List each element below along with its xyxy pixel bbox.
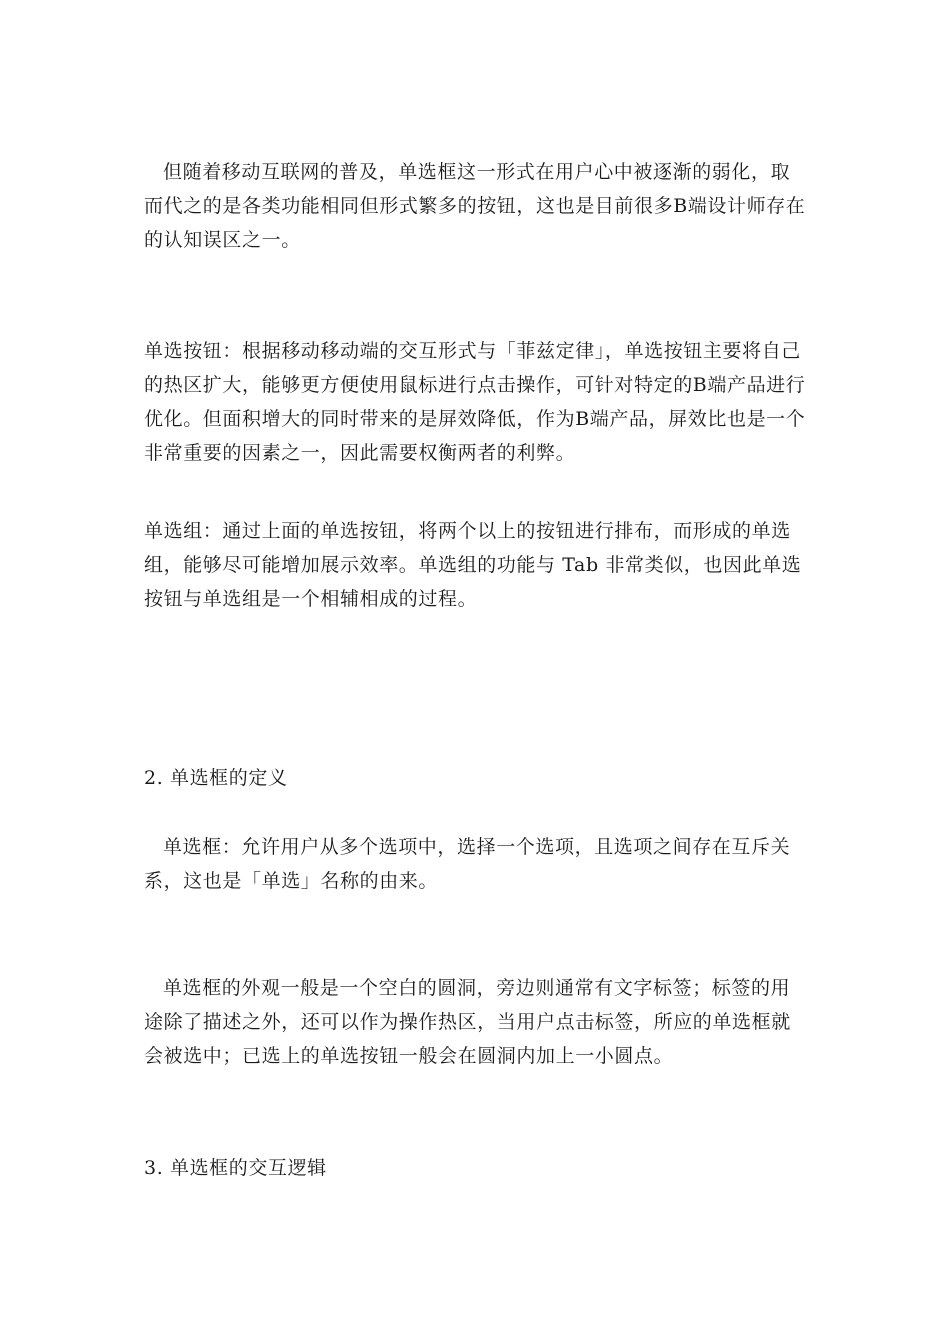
section-heading-interaction: 3. 单选框的交互逻辑	[144, 1157, 327, 1179]
paragraph-radio-definition: 单选框：允许用户从多个选项中，选择一个选项，且选项之间存在互斥关系，这也是「单选」名称的由来。	[144, 836, 791, 892]
paragraph-radio-button: 单选按钮：根据移动移动端的交互形式与「菲兹定律」，单选按钮主要将自己的热区扩大，能够更方便使用鼠标进行点击操作，可针对特定的B端产品进行优化。但面积增大的同时带来的是屏效降低，作为B端产品，屏效比也是一个非常重要的因素之一，因此需要权衡两者的利弊。	[144, 340, 806, 464]
paragraph-radio-group: 单选组：通过上面的单选按钮，将两个以上的按钮进行排布，而形成的单选组，能够尽可能增加展示效率。单选组的功能与 Tab 非常类似，也因此单选按钮与单选组是一个相辅相成的过程。	[144, 520, 802, 610]
paragraph-radio-appearance: 单选框的外观一般是一个空白的圆洞，旁边则通常有文字标签；标签的用途除了描述之外，还可以作为操作热区，当用户点击标签，所应的单选框就会被选中；已选上的单选按钮一般会在圆洞内加上一小圆点。	[144, 977, 791, 1067]
paragraph-mobile-internet: 但随着移动互联网的普及，单选框这一形式在用户心中被逐渐的弱化，取而代之的是各类功能相同但形式繁多的按钮，这也是目前很多B端设计师存在的认知误区之一。	[144, 161, 806, 251]
section-heading-definition: 2. 单选框的定义	[144, 767, 288, 789]
